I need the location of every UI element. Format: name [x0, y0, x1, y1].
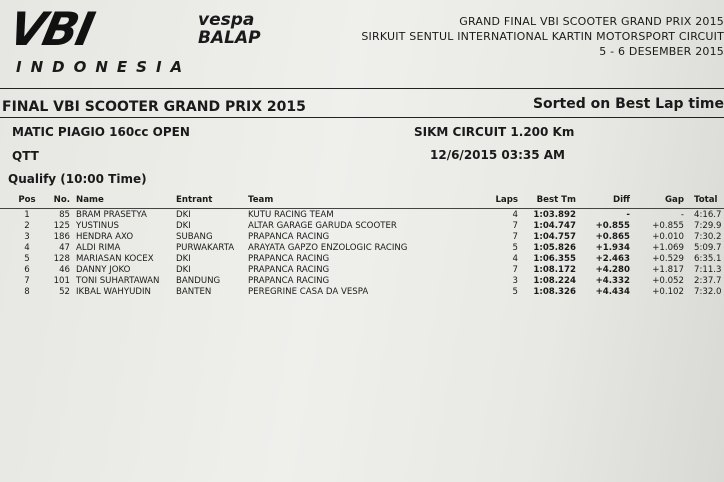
cell-team: ARAYATA GAPZO ENZOLOGIC RACING — [248, 243, 408, 253]
event-header — [361, 14, 724, 59]
col-no: No. — [53, 195, 70, 205]
cell-laps: 5 — [512, 243, 518, 253]
table-row — [0, 254, 724, 265]
cell-entrant: DKI — [176, 265, 191, 275]
table-row — [0, 265, 724, 276]
col-name: Name — [76, 195, 104, 205]
session-code: QTT — [12, 149, 39, 163]
cell-laps: 4 — [512, 210, 518, 220]
cell-best: 1:03.892 — [533, 210, 576, 220]
cell-laps: 7 — [512, 221, 518, 231]
cell-diff: - — [626, 210, 630, 220]
cell-entrant: DKI — [176, 210, 191, 220]
cell-name: DANNY JOKO — [76, 265, 131, 275]
divider-bottom — [0, 117, 724, 118]
cell-no: 47 — [59, 243, 70, 253]
cell-laps: 4 — [512, 254, 518, 264]
cell-pos: 6 — [24, 265, 30, 275]
col-best: Best Tm — [536, 195, 576, 205]
cell-entrant: DKI — [176, 254, 191, 264]
cell-best: 1:08.224 — [533, 276, 576, 286]
cell-total: 7:30.2 — [694, 232, 722, 242]
cell-team: PRAPANCA RACING — [248, 232, 330, 242]
cell-name: BRAM PRASETYA — [76, 210, 147, 220]
cell-diff: +0.855 — [595, 221, 630, 231]
cell-gap: +0.052 — [652, 276, 684, 286]
cell-name: MARIASAN KOCEX — [76, 254, 154, 264]
cell-no: 101 — [53, 276, 70, 286]
col-entrant: Entrant — [176, 195, 213, 205]
cell-no: 128 — [53, 254, 70, 264]
circuit-length: SIKM CIRCUIT 1.200 Km — [414, 125, 575, 139]
cell-laps: 7 — [512, 232, 518, 242]
cell-best: 1:04.757 — [533, 232, 576, 242]
logo-vbi: VBI — [4, 2, 98, 56]
cell-name: IKBAL WAHYUDIN — [76, 287, 151, 297]
cell-team: KUTU RACING TEAM — [248, 210, 334, 220]
cell-entrant: DKI — [176, 221, 191, 231]
cell-best: 1:04.747 — [533, 221, 576, 231]
cell-gap: +0.010 — [652, 232, 684, 242]
cell-total: 7:29.9 — [694, 221, 722, 231]
cell-diff: +0.865 — [595, 232, 630, 242]
cell-total: 5:09.7 — [694, 243, 722, 253]
cell-no: 186 — [53, 232, 70, 242]
cell-pos: 7 — [24, 276, 30, 286]
cell-diff: +4.332 — [595, 276, 630, 286]
cell-pos: 5 — [24, 254, 30, 264]
cell-total: 7:11.3 — [694, 265, 722, 275]
sort-note: Sorted on Best Lap time — [532, 96, 724, 112]
cell-name: TONI SUHARTAWAN — [76, 276, 160, 286]
logo-country: INDONESIA — [16, 58, 192, 76]
cell-diff: +1.934 — [595, 243, 630, 253]
col-team: Team — [248, 195, 274, 205]
logo-balap: BALAP — [198, 28, 261, 48]
race-title: FINAL VBI SCOOTER GRAND PRIX 2015 — [2, 99, 306, 115]
cell-name: HENDRA AXO — [76, 232, 134, 242]
logo-vespa: vespa — [198, 10, 255, 30]
cell-laps: 5 — [512, 287, 518, 297]
cell-team: PEREGRINE CASA DA VESPA — [248, 287, 369, 297]
cell-no: 85 — [59, 210, 70, 220]
cell-best: 1:08.326 — [533, 287, 576, 297]
cell-gap: +0.855 — [652, 221, 684, 231]
cell-name: YUSTINUS — [76, 221, 119, 231]
col-gap: Gap — [664, 195, 684, 205]
cell-best: 1:08.172 — [533, 265, 576, 275]
col-diff: Diff — [612, 195, 630, 205]
cell-total: 2:37.7 — [694, 276, 722, 286]
cell-team: ALTAR GARAGE GARUDA SCOOTER — [248, 221, 397, 231]
col-pos: Pos — [18, 195, 36, 205]
cell-diff: +4.434 — [595, 287, 630, 297]
cell-team: PRAPANCA RACING — [248, 254, 330, 264]
cell-total: 6:35.1 — [694, 254, 722, 264]
table-row — [0, 232, 724, 243]
cell-no: 46 — [59, 265, 70, 275]
cell-no: 125 — [53, 221, 70, 231]
cell-entrant: BANDUNG — [176, 276, 221, 286]
cell-gap: +1.069 — [652, 243, 684, 253]
cell-total: 4:16.7 — [694, 210, 722, 220]
cell-no: 52 — [59, 287, 70, 297]
venue-name: SIRKUIT SENTUL INTERNATIONAL KARTIN MOTORSPORT CIRCUIT — [361, 30, 724, 43]
cell-pos: 8 — [24, 287, 30, 297]
cell-diff: +4.280 — [595, 265, 630, 275]
vbi-logo — [4, 2, 286, 80]
table-header — [0, 195, 724, 209]
cell-entrant: PURWAKARTA — [176, 243, 235, 253]
cell-best: 1:05.826 — [533, 243, 576, 253]
col-laps: Laps — [495, 195, 518, 205]
table-row — [0, 287, 724, 298]
table-row — [0, 243, 724, 254]
col-total: Total — [694, 195, 718, 205]
cell-team: PRAPANCA RACING — [248, 276, 330, 286]
cell-team: PRAPANCA RACING — [248, 265, 330, 275]
cell-entrant: BANTEN — [176, 287, 212, 297]
cell-pos: 2 — [24, 221, 30, 231]
cell-pos: 4 — [24, 243, 30, 253]
race-class: MATIC PIAGIO 160cc OPEN — [12, 125, 190, 139]
cell-total: 7:32.0 — [694, 287, 722, 297]
cell-pos: 1 — [24, 210, 30, 220]
event-name: GRAND FINAL VBI SCOOTER GRAND PRIX 2015 — [459, 15, 724, 28]
cell-gap: +0.529 — [652, 254, 684, 264]
cell-entrant: SUBANG — [176, 232, 213, 242]
event-dates: 5 - 6 DESEMBER 2015 — [599, 45, 724, 58]
cell-pos: 3 — [24, 232, 30, 242]
cell-gap: +1.817 — [652, 265, 684, 275]
cell-laps: 7 — [512, 265, 518, 275]
cell-best: 1:06.355 — [533, 254, 576, 264]
session-datetime: 12/6/2015 03:35 AM — [430, 148, 565, 162]
table-row — [0, 210, 724, 221]
results-table — [0, 195, 724, 298]
cell-gap: - — [680, 210, 684, 220]
cell-gap: +0.102 — [652, 287, 684, 297]
divider-top — [0, 88, 724, 89]
cell-laps: 3 — [512, 276, 518, 286]
table-row — [0, 221, 724, 232]
session-description: Qualify (10:00 Time) — [8, 172, 147, 186]
cell-name: ALDI RIMA — [76, 243, 121, 253]
table-row — [0, 276, 724, 287]
table-body — [0, 210, 724, 298]
cell-diff: +2.463 — [595, 254, 630, 264]
